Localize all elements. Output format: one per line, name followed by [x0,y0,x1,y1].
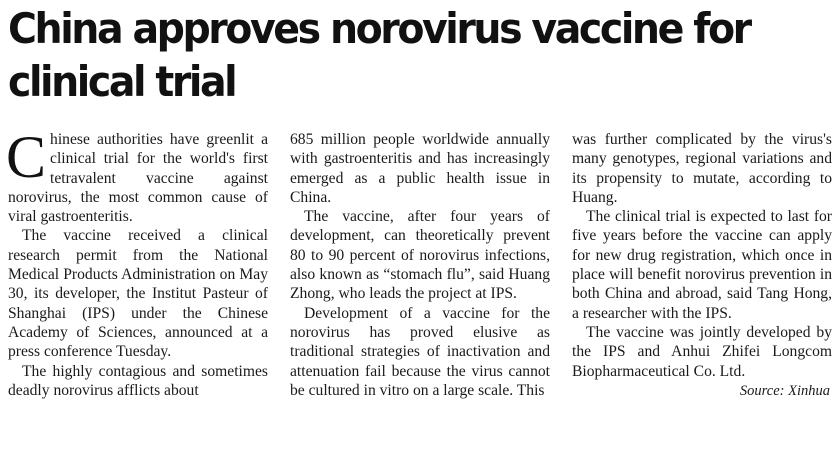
paragraph: 685 million people worldwide annually with gastroenteritis and has increasingly emerged as a public health issue in China. [290,131,550,206]
paragraph: The vaccine, after four years of development, can theoretically prevent 80 to 90 percent of norovirus infections, also known as “stomach flu”, said Huang Zhong, who leads the project at IPS. [290,208,550,303]
drop-cap: C [6,124,47,190]
headline: China approves norovirus vaccine for clinical trial [8,4,750,106]
paragraph-text: hinese authorities have greenlit a clinical trial for the world's first tetravalent vaccine against norovirus, the most common cause of viral gastroenteritis. [8,131,268,226]
article-body [6,124,832,445]
paragraph [6,124,268,226]
column-2 [290,130,550,445]
paragraph: The highly contagious and sometimes deadly norovirus afflicts about [8,362,268,399]
source-credit: Source: Xinhua [739,382,830,399]
column-3 [572,130,832,445]
paragraph: was further complicated by the virus's many genotypes, regional variations and its propensity to mutate, according to Huang. [572,131,832,206]
paragraph: The vaccine received a clinical research permit from the National Medical Products Administration on May 30, its developer, the Institut Pasteur of Shanghai (IPS) under the Chinese Academy of Sciences, announced at a press conference Tuesday. [8,227,268,361]
column-1 [6,124,268,445]
paragraph: The clinical trial is expected to last for five years before the vaccine can apply for new drug registration, which once in place will benefit norovirus prevention in both China and abroad, said Tang Hong, a researcher with the IPS. [572,208,832,322]
paragraph: The vaccine was jointly developed by the IPS and Anhui Zhifei Longcom Biopharmaceutical Co. Ltd. [572,323,832,380]
paragraph: Development of a vaccine for the norovirus has proved elusive as traditional strategies of inactivation and attenuation fail because the virus cannot be cultured in vitro on a large scale. This [290,304,550,399]
